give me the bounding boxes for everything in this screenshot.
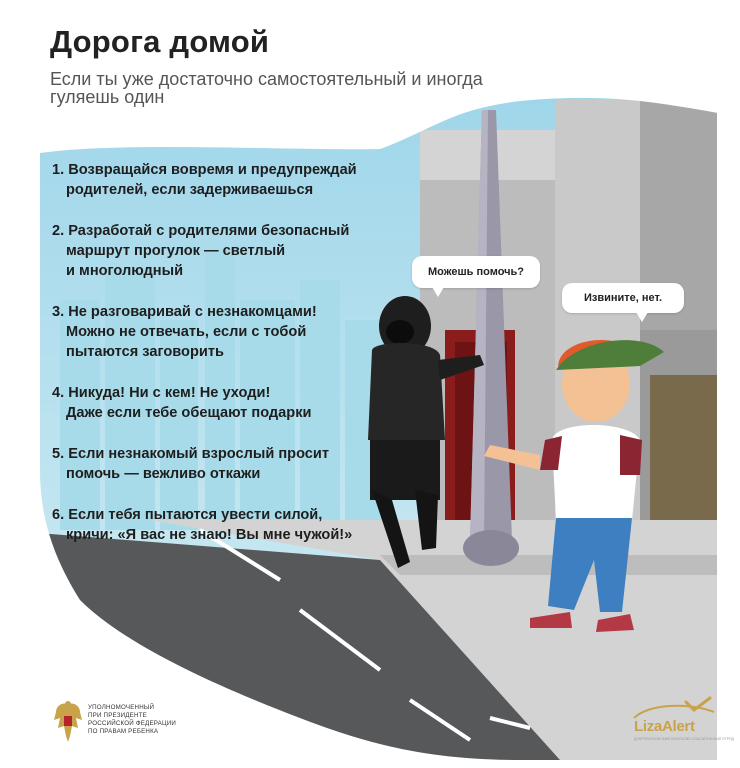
logo-subtext: ДОБРОВОЛЬЧЕСКИЙ ПОИСКОВО-СПАСАТЕЛЬНЫЙ ОТРЯД	[634, 737, 734, 741]
rule-item	[52, 383, 382, 423]
rule-line: 3. Не разговаривай с незнакомцами!	[52, 304, 317, 320]
page-subtitle: Если ты уже достаточно самостоятельный и иногда гуляешь один	[50, 69, 483, 107]
rule-line: пытаются заговорить	[66, 344, 224, 360]
rule-line: 2. Разработай с родителями безопасный	[52, 223, 350, 239]
stranger-speech-bubble: Можешь помочь?	[412, 256, 540, 288]
rule-item	[52, 221, 382, 281]
ombudsman-line: РОССИЙСКОЙ ФЕДЕРАЦИИ	[88, 720, 177, 727]
rule-line: 1. Возвращайся вовремя и предупреждай	[52, 162, 357, 178]
logo-text: LizaAlert	[634, 718, 695, 735]
rule-item	[52, 444, 382, 484]
rule-line: кричи: «Я вас не знаю! Вы мне чужой!»	[66, 527, 353, 543]
rule-line: родителей, если задерживаешься	[66, 182, 314, 198]
ombudsman-line: УПОЛНОМОЧЕННЫЙ	[88, 704, 155, 711]
rule-line: Можно не отвечать, если с тобой	[66, 324, 307, 340]
ombudsman-text	[88, 704, 176, 736]
rule-line: помочь — вежливо откажи	[66, 466, 261, 482]
lizaalert-logo	[628, 698, 734, 748]
rule-item	[52, 160, 382, 200]
boy-speech-bubble: Извините, нет.	[562, 283, 684, 313]
page-title: Дорога домой	[50, 24, 270, 59]
rule-line: 5. Если незнакомый взрослый просит	[52, 446, 330, 462]
rule-item	[52, 505, 382, 545]
rule-line: маршрут прогулок — светлый	[66, 243, 286, 259]
rule-item	[52, 302, 382, 362]
safety-rules-list	[52, 160, 382, 566]
ombudsman-credit	[48, 700, 248, 748]
rule-line: 6. Если тебя пытаются увести силой,	[52, 507, 323, 523]
rule-line: 4. Никуда! Ни с кем! Не уходи!	[52, 385, 271, 401]
rule-line: Даже если тебе обещают подарки	[66, 405, 312, 421]
ombudsman-line: ПРИ ПРЕЗИДЕНТЕ	[88, 712, 147, 719]
ombudsman-line: ПО ПРАВАМ РЕБЕНКА	[88, 728, 159, 735]
rule-line: и многолюдный	[66, 263, 184, 279]
